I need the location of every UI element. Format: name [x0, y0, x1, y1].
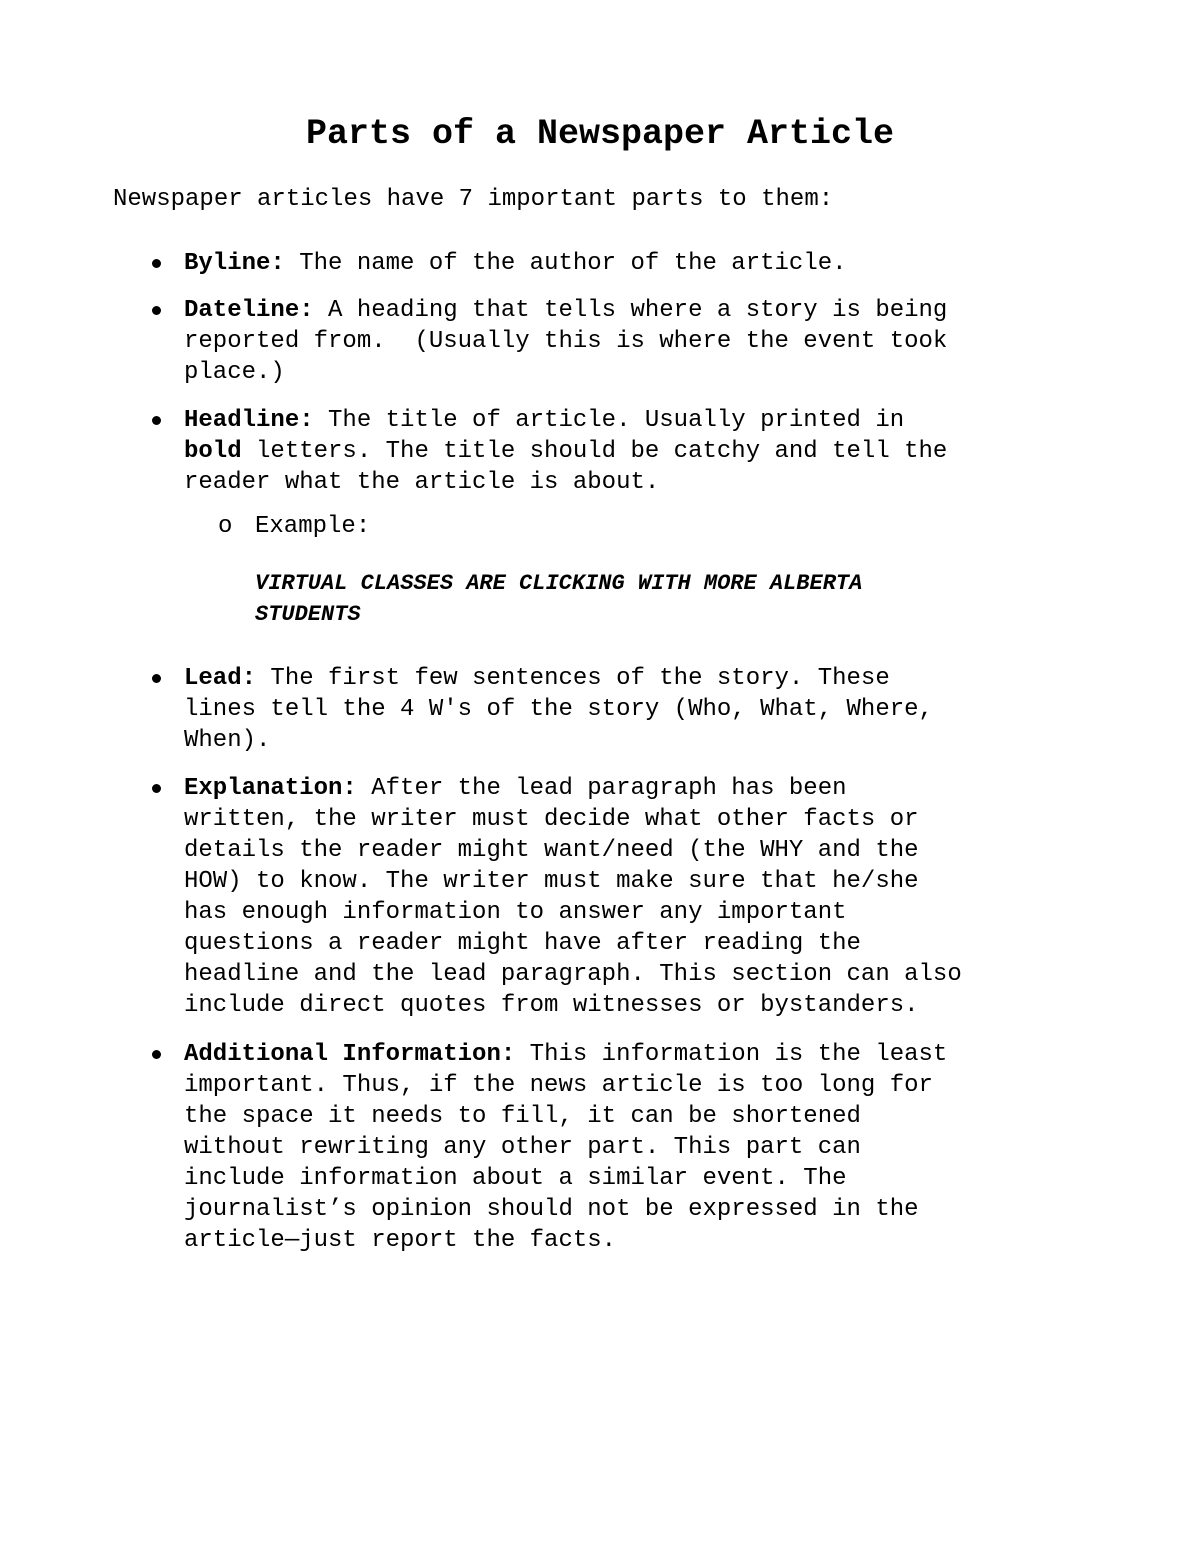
bullet-icon: [146, 405, 166, 436]
bullet-icon: [146, 663, 166, 694]
item-text: has enough information to answer any important: [184, 899, 847, 926]
item-text: article—just report the facts.: [184, 1227, 617, 1254]
list-item-headline: [184, 405, 1144, 498]
item-text: journalist’s opinion should not be expressed in the: [184, 1196, 919, 1223]
item-text: lines tell the 4 W's of the story (Who, What, Where,: [184, 696, 933, 723]
item-text: After the lead paragraph has been: [356, 775, 847, 802]
item-text: without rewriting any other part. This part can: [184, 1134, 861, 1161]
item-text: This information is the least: [515, 1041, 948, 1068]
item-text: HOW) to know. The writer must make sure that he/she: [184, 868, 919, 895]
item-text: A heading that tells where a story is being: [313, 297, 948, 324]
example-label: Example:: [255, 513, 371, 540]
page-title: Parts of a Newspaper Article: [305, 114, 895, 154]
example-headline: [255, 568, 862, 630]
list-item-byline: [184, 248, 1144, 279]
term-label: Additional Information:: [184, 1041, 516, 1068]
item-text: When).: [184, 727, 271, 754]
bullet-icon: [146, 248, 166, 279]
list-item-additional-information: [184, 1039, 1144, 1256]
term-label: Lead:: [184, 665, 257, 692]
list-item-explanation: [184, 773, 1144, 1021]
term-label: Explanation:: [184, 775, 357, 802]
item-text: reported from. (Usually this is where the event took: [184, 328, 948, 355]
item-text: include information about a similar event. The: [184, 1165, 847, 1192]
item-text: place.): [184, 359, 285, 386]
bullet-icon: [146, 295, 166, 326]
bullet-icon: [146, 1039, 166, 1070]
list-item-dateline: [184, 295, 1144, 388]
term-label: Byline:: [184, 250, 285, 277]
item-text: written, the writer must decide what other facts or: [184, 806, 919, 833]
item-text: The name of the author of the article.: [284, 250, 847, 277]
item-text: important. Thus, if the news article is too long for: [184, 1072, 933, 1099]
item-text: letters. The title should be catchy and tell the: [241, 438, 948, 465]
example-headline-line: STUDENTS: [255, 602, 361, 627]
item-text: headline and the lead paragraph. This section can also: [184, 961, 962, 988]
item-text: details the reader might want/need (the WHY and the: [184, 837, 919, 864]
item-text: The first few sentences of the story. These: [256, 665, 890, 692]
bullet-icon: [146, 773, 166, 804]
item-text: The title of article. Usually printed in: [313, 407, 905, 434]
term-label: Dateline:: [184, 297, 314, 324]
item-text: reader what the article is about.: [184, 469, 660, 496]
item-text: the space it needs to fill, it can be shortened: [184, 1103, 861, 1130]
list-item-lead: [184, 663, 1144, 756]
sub-bullet-marker: o: [218, 513, 233, 540]
example-headline-line: VIRTUAL CLASSES ARE CLICKING WITH MORE ALBERTA: [255, 571, 863, 596]
bold-word: bold: [184, 438, 242, 465]
term-label: Headline:: [184, 407, 314, 434]
intro-text: Newspaper articles have 7 important parts to them:: [113, 186, 834, 213]
item-text: include direct quotes from witnesses or bystanders.: [184, 992, 919, 1019]
item-text: questions a reader might have after reading the: [184, 930, 861, 957]
